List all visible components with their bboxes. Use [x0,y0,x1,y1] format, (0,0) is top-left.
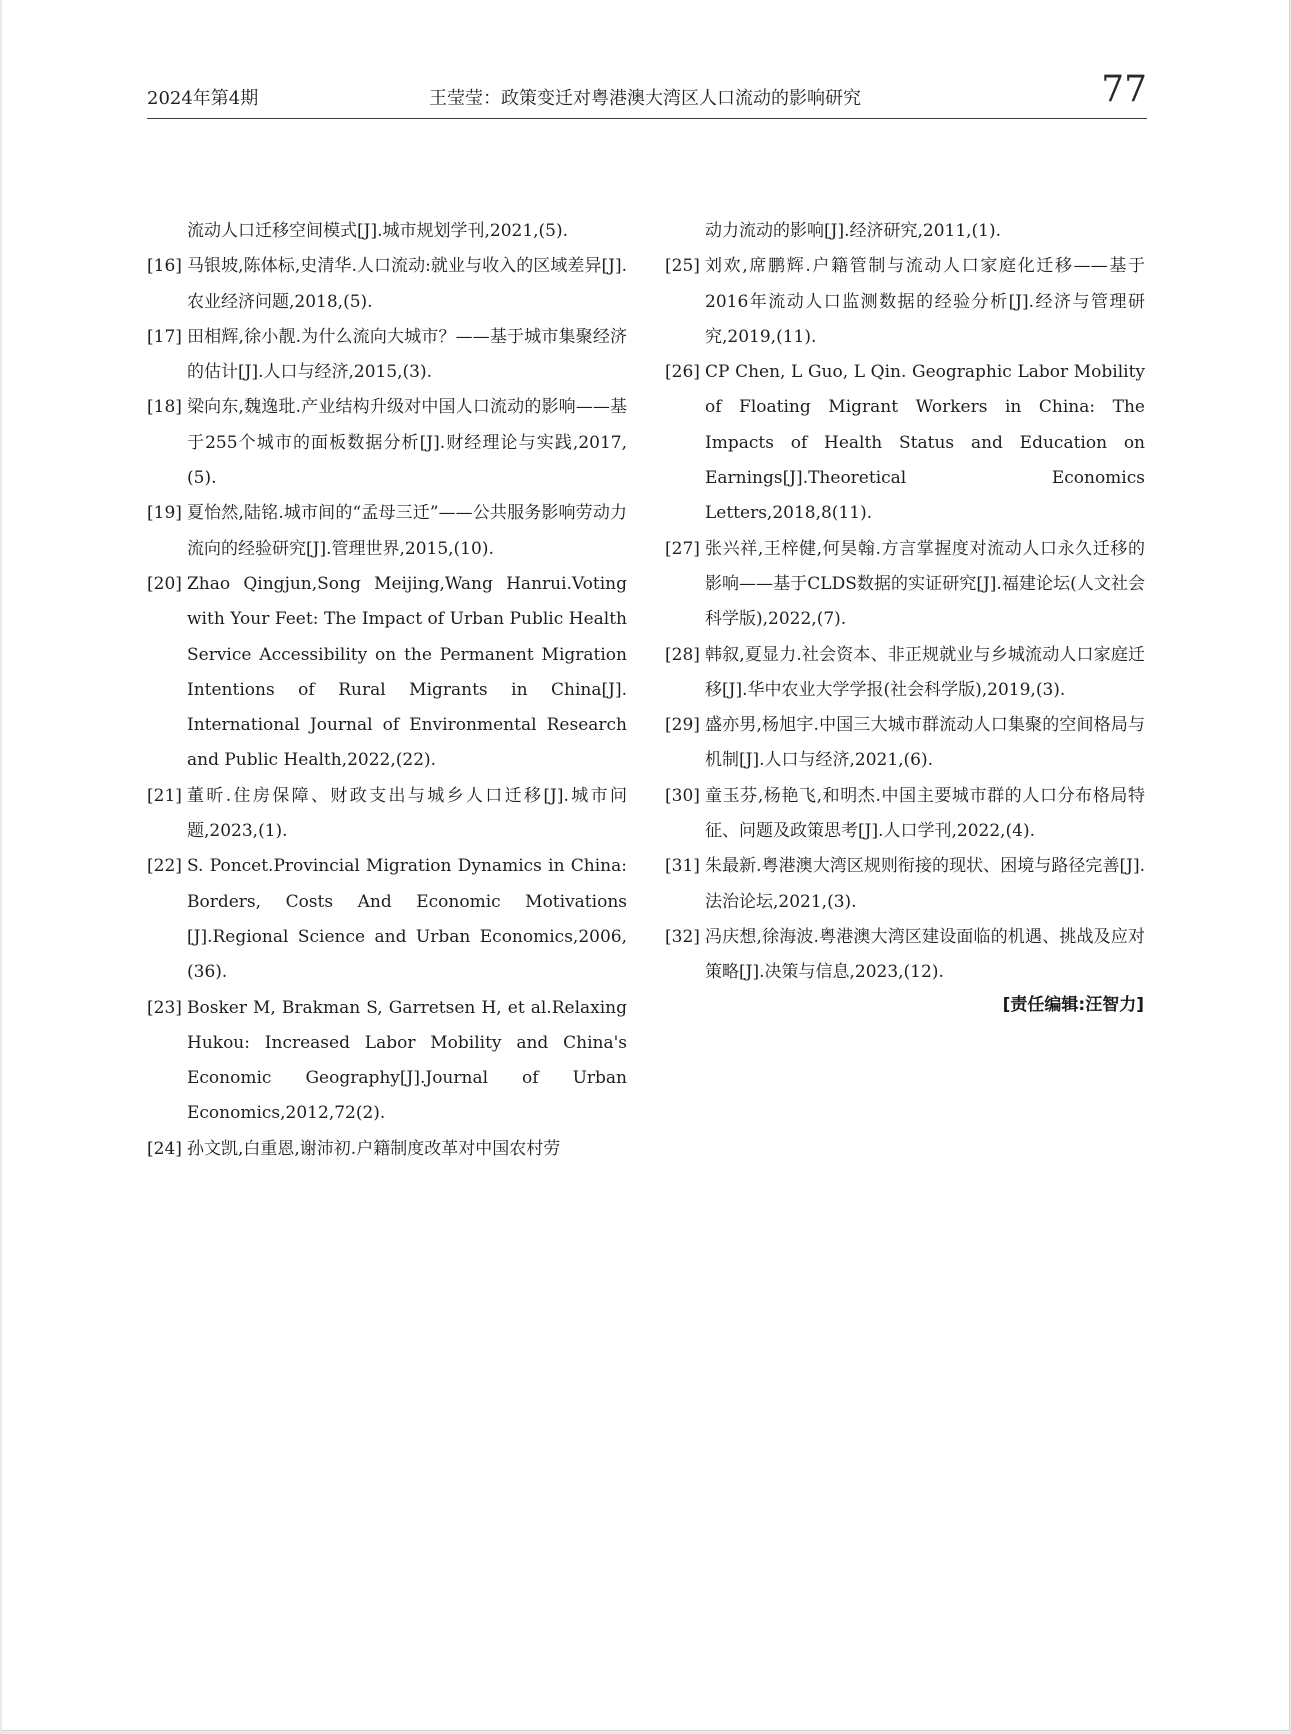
reference-item [147,779,627,850]
reference-item [665,638,1145,709]
reference-continuation [147,214,627,249]
reference-number: [21] [147,785,182,806]
reference-item [147,849,627,990]
reference-number: [16] [147,256,182,277]
reference-text: 马银坡,陈体标,史清华.人口流动:就业与收入的区域差异[J].农业经济问题,2018,(5). [187,256,627,312]
reference-item [665,708,1145,779]
reference-text: Zhao Qingjun,Song Meijing,Wang Hanrui.Voting with Your Feet: The Impact of Urban Public Health Service Accessibility on the Permanent Migration Intentions of Rural Migrants in China[J]. International Journal of Environmental Research and Public Health,2022,(22). [187,573,627,771]
reference-number: [26] [665,362,700,383]
reference-item [147,320,627,391]
reference-number: [23] [147,997,182,1018]
reference-item [147,567,627,779]
reference-text: 冯庆想,徐海波.粤港澳大湾区建设面临的机遇、挑战及应对策略[J].决策与信息,2023,(12). [705,926,1145,983]
reference-text: 刘欢,席鹏辉.户籍管制与流动人口家庭化迁移——基于2016年流动人口监测数据的经验分析[J].经济与管理研究,2019,(11). [705,256,1145,347]
page-header [147,69,1147,120]
reference-item [147,249,627,320]
issue-label: 2024年第4期 [147,88,259,109]
reference-number: [28] [665,644,700,665]
reference-text: 流动人口迁移空间模式[J].城市规划学刊,2021,(5). [187,221,569,241]
reference-item [147,991,627,1132]
reference-text: 董昕.住房保障、财政支出与城乡人口迁移[J].城市问题,2023,(1). [187,785,627,842]
reference-item [147,390,627,496]
journal-page [2,0,1290,1731]
reference-continuation [665,214,1145,249]
reference-number: [17] [147,326,182,347]
reference-text: 张兴祥,王梓健,何昊翰.方言掌握度对流动人口永久迁移的影响——基于CLDS数据的实证研究[J].福建论坛(人文社会科学版),2022,(7). [705,538,1145,630]
reference-item [665,355,1145,531]
right-column [665,214,1145,991]
reference-text: 夏怡然,陆铭.城市间的“孟母三迁”——公共服务影响劳动力流向的经验研究[J].管理世界,2015,(10). [187,503,627,559]
reference-item [665,920,1145,991]
reference-number: [27] [665,538,700,559]
reference-item [665,532,1145,638]
reference-text: 韩叙,夏显力.社会资本、非正规就业与乡城流动人口家庭迁移[J].华中农业大学学报(社会科学版),2019,(3). [705,644,1145,700]
reference-number: [32] [665,926,700,947]
reference-text: 盛亦男,杨旭宇.中国三大城市群流动人口集聚的空间格局与机制[J].人口与经济,2021,(6). [705,715,1145,771]
reference-text: 梁向东,魏逸玭.产业结构升级对中国人口流动的影响——基于255个城市的面板数据分析[J].财经理论与实践,2017,(5). [187,397,627,489]
reference-number: [24] [147,1138,182,1159]
reference-text: 童玉芬,杨艳飞,和明杰.中国主要城市群的人口分布格局特征、问题及政策思考[J].人口学刊,2022,(4). [705,785,1145,842]
reference-text: 朱最新.粤港澳大湾区规则衔接的现状、困境与路径完善[J].法治论坛,2021,(3). [705,856,1145,912]
reference-number: [22] [147,856,182,877]
reference-number: [20] [147,573,182,594]
reference-item [665,249,1145,355]
reference-item [147,1132,627,1167]
reference-number: [25] [665,256,700,277]
header-rule [147,118,1147,119]
reference-number: [31] [665,856,700,877]
left-column [147,214,627,1167]
reference-item [147,496,627,567]
reference-text: 田相辉,徐小靓.为什么流向大城市？——基于城市集聚经济的估计[J].人口与经济,2015,(3). [187,326,627,383]
reference-number: [19] [147,503,182,524]
running-title: 王莹莹：政策变迁对粤港澳大湾区人口流动的影响研究 [429,88,861,109]
reference-text: CP Chen, L Guo, L Qin. Geographic Labor Mobility of Floating Migrant Workers in China: The Impacts of Health Status and Education on Earnings[J].Theoretical Economics Letters,2018,8(11). [705,362,1145,524]
reference-number: [30] [665,785,700,806]
page-number: 77 [1101,69,1147,110]
reference-number: [29] [665,715,700,736]
responsible-editor: [责任编辑:汪智力] [1002,995,1144,1015]
reference-text: S. Poncet.Provincial Migration Dynamics in China: Borders, Costs And Economic Motivations [J].Regional Science and Urban Economics,2006,(36). [187,856,627,983]
reference-text: Bosker M, Brakman S, Garretsen H, et al.Relaxing Hukou: Increased Labor Mobility and China's Economic Geography[J].Journal of Urban Economics,2012,72(2). [187,997,627,1124]
reference-item [665,849,1145,920]
reference-item [665,779,1145,850]
reference-text: 孙文凯,白重恩,谢沛初.户籍制度改革对中国农村劳 [187,1138,561,1159]
reference-text: 动力流动的影响[J].经济研究,2011,(1). [705,221,1002,241]
reference-number: [18] [147,397,182,418]
